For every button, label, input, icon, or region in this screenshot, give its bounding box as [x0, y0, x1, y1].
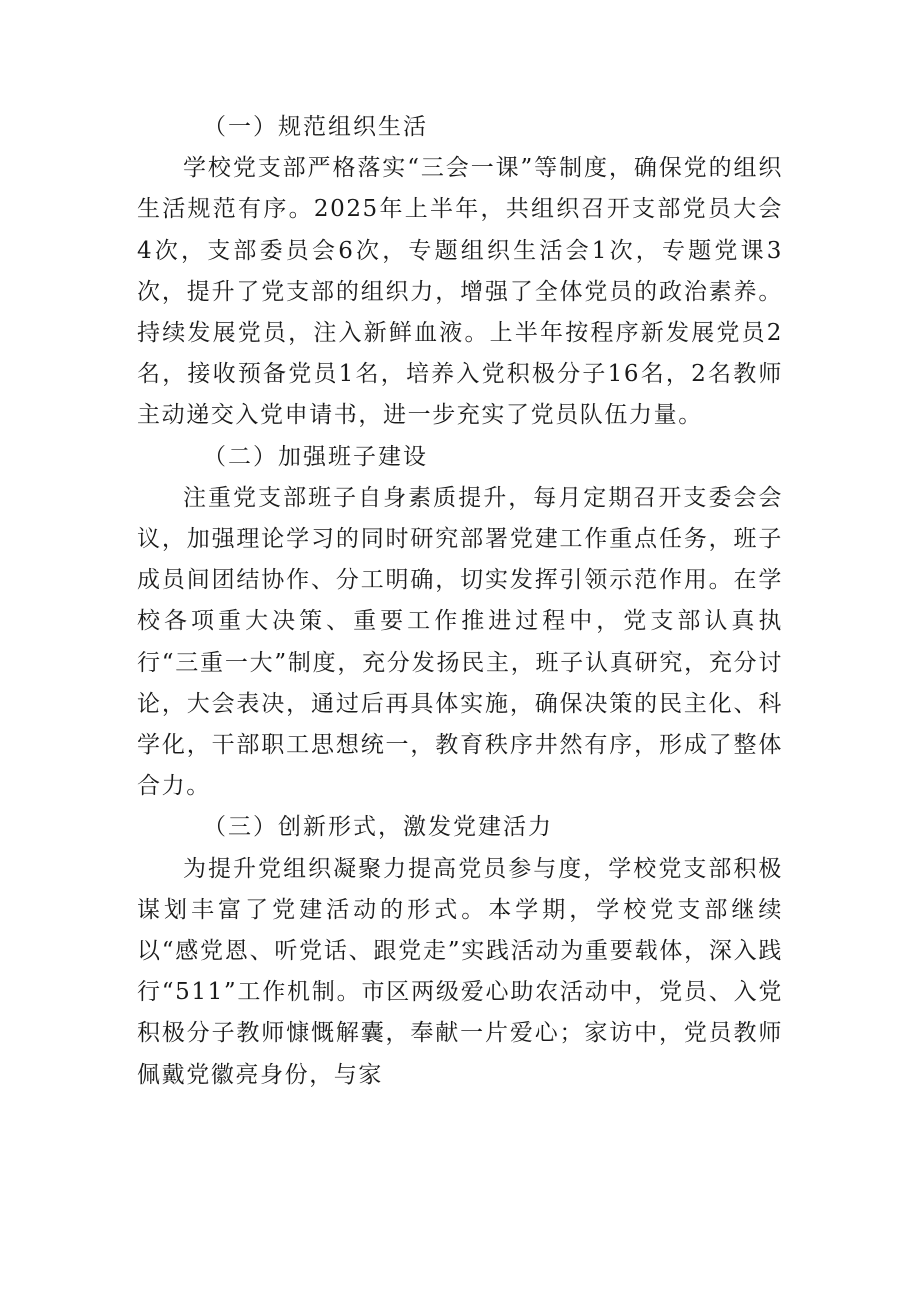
section-2-paragraph: 注重党支部班子自身素质提升，每月定期召开支委会会议，加强理论学习的同时研究部署党建工作重点任务，班子成员间团结协作、分工明确，切实发挥引领示范作用。在学校各项重大决策、重要工作推进过程中，党支部认真执行“三重一大”制度，充分发扬民主，班子认真研究，充分讨论，大会表决，通过后再具体实施，确保决策的民主化、科学化，干部职工思想统一，教育秩序井然有序，形成了整体合力。: [137, 484, 783, 800]
section-1-heading: （一）规范组织生活: [203, 114, 428, 140]
section-2-heading: （二）加强班子建设: [203, 443, 428, 470]
section-3-paragraph: 为提升党组织凝聚力提高党员参与度，学校党支部积极谋划丰富了党建活动的形式。本学期，学校党支部继续以“感党恩、听党话、跟党走”实践活动为重要载体，深入践行“511”工作机制。市区两级爱心助农活动中，党员、入党积极分子教师慷慨解囊，奉献一片爱心；家访中，党员教师佩戴党徽亮身份，与家: [137, 855, 783, 1088]
section-3-heading: （三）创新形式，激发党建活力: [203, 814, 553, 841]
section-1-paragraph: 学校党支部严格落实“三会一课”等制度，确保党的组织生活规范有序。2025年上半年，共组织召开支部党员大会4次，支部委员会6次，专题组织生活会1次，专题党课3次，提升了党支部的组织力，增强了全体党员的政治素养。持续发展党员，注入新鲜血液。上半年按程序新发展党员2名，接收预备党员1名，培养入党积极分子16名，2名教师主动递交入党申请书，进一步充实了党员队伍力量。: [137, 155, 783, 429]
